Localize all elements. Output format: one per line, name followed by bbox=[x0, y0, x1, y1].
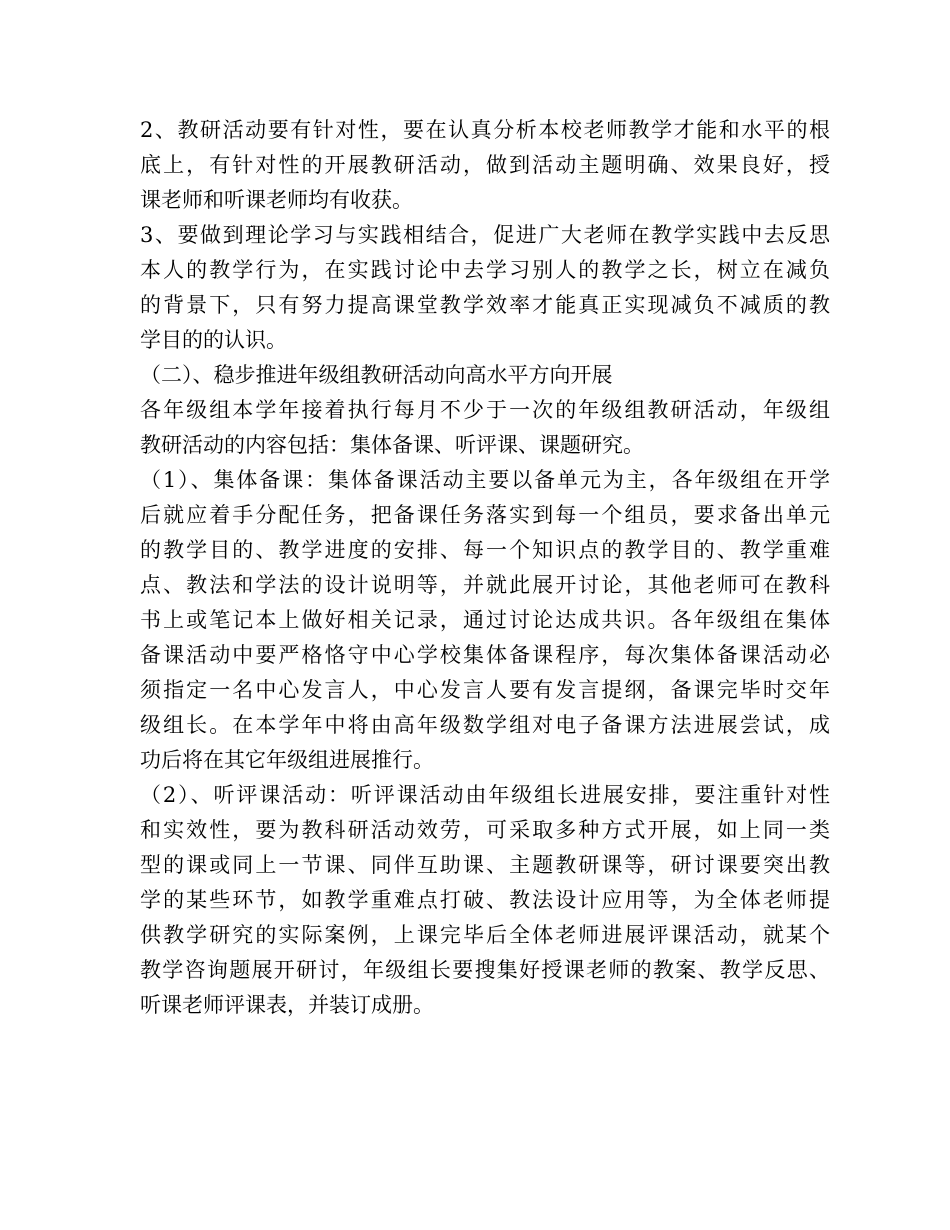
text-line: （2）、听评课活动：听评课活动由年级组长进展安排，要注重针对性 bbox=[140, 783, 830, 807]
text-line: 教研活动的内容包括：集体备课、听评课、课题研究。 bbox=[140, 433, 644, 457]
text-line: 书上或笔记本上做好相关记录，通过讨论达成共识。各年级组在集体 bbox=[140, 608, 830, 632]
text-line: 后就应着手分配任务，把备课任务落实到每一个组员，要求备出单元 bbox=[140, 503, 830, 527]
text-line: 级组长。在本学年中将由高年级数学组对电子备课方法进展尝试，成 bbox=[140, 713, 830, 737]
text-line: 本人的教学行为，在实践讨论中去学习别人的教学之长，树立在减负 bbox=[140, 258, 830, 282]
text-line: 功后将在其它年级组进展推行。 bbox=[140, 748, 434, 772]
text-line: 学的某些环节，如教学重难点打破、教法设计应用等，为全体老师提 bbox=[140, 888, 830, 912]
text-line: （1）、集体备课：集体备课活动主要以备单元为主，各年级组在开学 bbox=[140, 468, 830, 492]
text-line: 听课老师评课表，并装订成册。 bbox=[140, 993, 434, 1017]
text-line: 供教学研究的实际案例，上课完毕后全体老师进展评课活动，就某个 bbox=[140, 923, 830, 947]
section-heading: （二）、稳步推进年级组教研活动向高水平方向开展 bbox=[140, 363, 613, 387]
text-line: 须指定一名中心发言人，中心发言人要有发言提纲，备课完毕时交年 bbox=[140, 678, 830, 702]
text-line: 各年级组本学年接着执行每月不少于一次的年级组教研活动，年级组 bbox=[140, 398, 830, 422]
text-line: 的背景下，只有努力提高课堂教学效率才能真正实现减负不减质的教 bbox=[140, 293, 830, 317]
text-line: 学目的的认识。 bbox=[140, 328, 287, 352]
text-line: 备课活动中要严格恪守中心学校集体备课程序，每次集体备课活动必 bbox=[140, 643, 830, 667]
text-line: 教学咨询题展开研讨，年级组长要搜集好授课老师的教案、教学反思、 bbox=[140, 958, 830, 982]
text-line: 3、要做到理论学习与实践相结合，促进广大老师在教学实践中去反思 bbox=[140, 223, 830, 247]
text-line: 点、教法和学法的设计说明等，并就此展开讨论，其他老师可在教科 bbox=[140, 573, 830, 597]
document-body bbox=[140, 113, 830, 1023]
text-line: 型的课或同上一节课、同伴互助课、主题教研课等，研讨课要突出教 bbox=[140, 853, 830, 877]
text-line: 底上，有针对性的开展教研活动，做到活动主题明确、效果良好，授 bbox=[140, 153, 830, 177]
text-line: 2、教研活动要有针对性，要在认真分析本校老师教学才能和水平的根 bbox=[140, 118, 830, 142]
text-line: 的教学目的、教学进度的安排、每一个知识点的教学目的、教学重难 bbox=[140, 538, 830, 562]
text-line: 和实效性，要为教科研活动效劳，可采取多种方式开展，如上同一类 bbox=[140, 818, 830, 842]
text-line: 课老师和听课老师均有收获。 bbox=[140, 188, 413, 212]
